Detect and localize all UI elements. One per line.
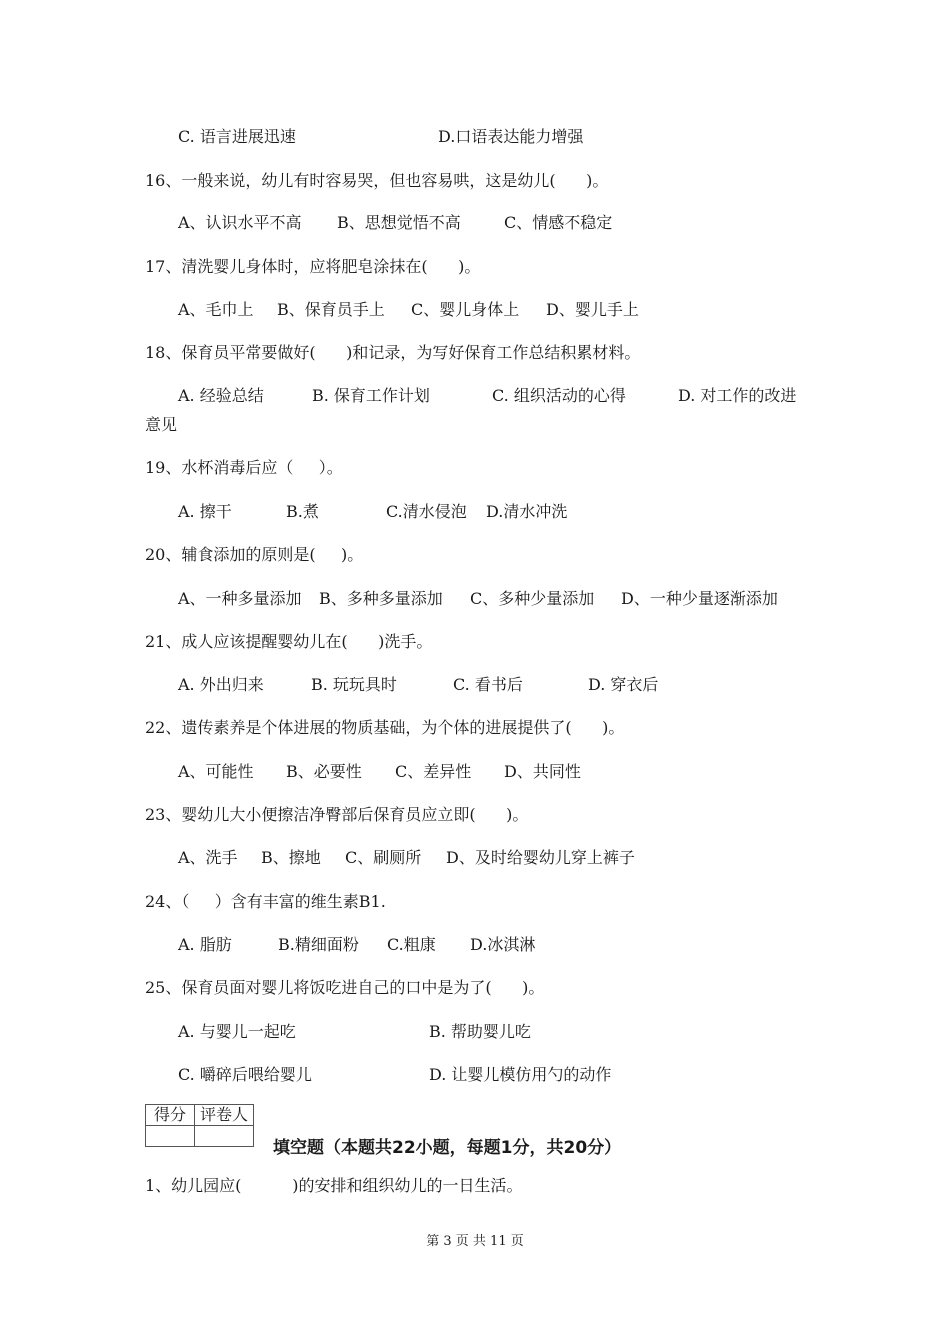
q21-option-c: C. 看书后: [453, 675, 523, 694]
q25-option-c: C. 嚼碎后喂给婴儿: [178, 1065, 312, 1084]
score-header: 得分: [146, 1105, 195, 1126]
q19-option-d: D.清水冲洗: [486, 502, 568, 521]
q22-option-c: C、差异性: [395, 762, 472, 781]
q23-stem: 23、婴幼儿大小便擦洁净臀部后保育员应立即( )。: [145, 805, 529, 824]
q22-stem: 22、遗传素养是个体进展的物质基础，为个体的进展提供了( )。: [145, 718, 625, 737]
q19-option-b: B.煮: [286, 502, 319, 521]
grader-header: 评卷人: [195, 1105, 254, 1126]
q18-option-d: D. 对工作的改进: [678, 386, 797, 405]
q15-option-c: C. 语言进展迅速: [178, 127, 296, 146]
q18-option-a: A. 经验总结: [178, 386, 264, 405]
q25-stem: 25、保育员面对婴儿将饭吃进自己的口中是为了( )。: [145, 978, 545, 997]
q18-option-d-continued: 意见: [145, 415, 178, 434]
q25-option-d: D. 让婴儿模仿用勺的动作: [429, 1065, 612, 1084]
q21-option-b: B. 玩玩具时: [311, 675, 397, 694]
q16-stem: 16、一般来说，幼儿有时容易哭，但也容易哄，这是幼儿( )。: [145, 171, 609, 190]
q19-option-a: A. 擦干: [178, 502, 232, 521]
q17-option-b: B、保育员手上: [277, 300, 385, 319]
q24-option-b: B.精细面粉: [278, 935, 359, 954]
q20-stem: 20、辅食添加的原则是( )。: [145, 545, 364, 564]
grader-cell[interactable]: [195, 1126, 254, 1147]
q15-option-d: D.口语表达能力增强: [438, 127, 584, 146]
q22-option-a: A、可能性: [178, 762, 254, 781]
q18-stem: 18、保育员平常要做好( )和记录，为写好保育工作总结积累材料。: [145, 343, 641, 362]
q23-option-c: C、刷厕所: [345, 848, 422, 867]
q21-option-a: A. 外出归来: [178, 675, 264, 694]
q17-stem: 17、清洗婴儿身体时，应将肥皂涂抹在( )。: [145, 257, 481, 276]
q24-option-c: C.粗康: [387, 935, 436, 954]
q16-option-b: B、思想觉悟不高: [337, 213, 461, 232]
q24-stem: 24、（ ）含有丰富的维生素B1.: [145, 892, 386, 911]
score-cell[interactable]: [146, 1126, 195, 1147]
q20-option-c: C、多种少量添加: [470, 589, 595, 608]
section-title: 填空题（本题共22小题，每题1分，共20分）: [273, 1138, 622, 1158]
q16-option-c: C、情感不稳定: [504, 213, 613, 232]
q19-option-c: C.清水侵泡: [386, 502, 467, 521]
q25-option-b: B. 帮助婴儿吃: [429, 1022, 531, 1041]
q22-option-b: B、必要性: [286, 762, 362, 781]
page-footer: 第 3 页 共 11 页: [426, 1234, 524, 1249]
q23-option-d: D、及时给婴幼儿穿上裤子: [446, 848, 635, 867]
q19-stem: 19、水杯消毒后应（ ）。: [145, 458, 343, 477]
q16-option-a: A、认识水平不高: [178, 213, 302, 232]
q23-option-a: A、洗手: [178, 848, 238, 867]
q24-option-a: A. 脂肪: [178, 935, 232, 954]
q18-option-b: B. 保育工作计划: [312, 386, 430, 405]
q20-option-a: A、一种多量添加: [178, 589, 302, 608]
q17-option-d: D、婴儿手上: [546, 300, 639, 319]
q24-option-d: D.冰淇淋: [470, 935, 536, 954]
q21-stem: 21、成人应该提醒婴幼儿在( )洗手。: [145, 632, 433, 651]
q22-option-d: D、共同性: [504, 762, 581, 781]
q25-option-a: A. 与婴儿一起吃: [178, 1022, 296, 1041]
score-table: [145, 1104, 254, 1147]
q17-option-c: C、婴儿身体上: [411, 300, 520, 319]
q17-option-a: A、毛巾上: [178, 300, 254, 319]
q23-option-b: B、擦地: [261, 848, 321, 867]
fill1-stem: 1、幼儿园应( )的安排和组织幼儿的一日生活。: [145, 1176, 523, 1195]
q21-option-d: D. 穿衣后: [588, 675, 659, 694]
q20-option-d: D、一种少量逐渐添加: [621, 589, 778, 608]
q18-option-c: C. 组织活动的心得: [492, 386, 626, 405]
q20-option-b: B、多种多量添加: [319, 589, 443, 608]
